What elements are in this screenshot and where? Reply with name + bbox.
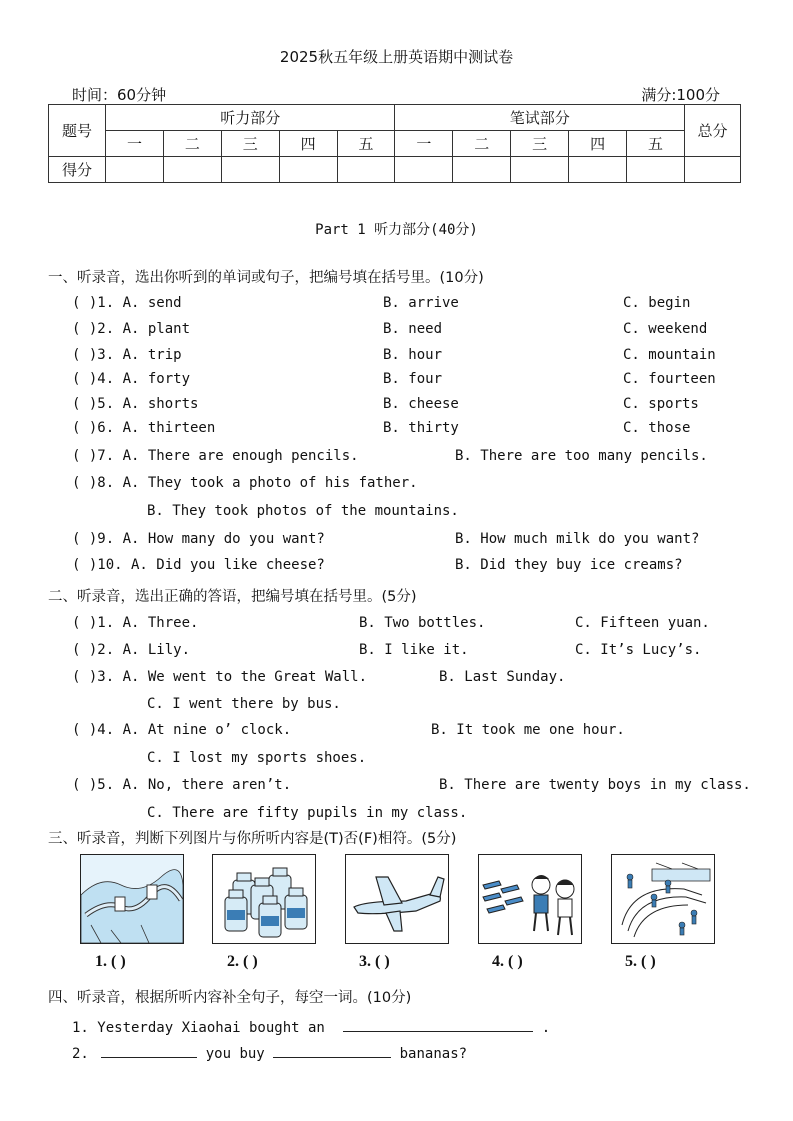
s1-q1-option-a[interactable]: ( )1. A. send xyxy=(72,295,182,311)
s4-line2-number: 2. xyxy=(72,1046,89,1062)
s1-q7-option-a[interactable]: ( )7. A. There are enough pencils. xyxy=(72,448,359,464)
s4-line1-blank[interactable] xyxy=(343,1017,533,1032)
s2-q3-option-a[interactable]: ( )3. A. We went to the Great Wall. xyxy=(72,669,368,685)
s1-q4-option-c[interactable]: C. fourteen xyxy=(623,371,716,387)
section-numeral: 四 xyxy=(279,131,337,157)
s2-q2-option-b[interactable]: B. I like it. xyxy=(359,642,469,658)
s4-line2 xyxy=(72,1043,467,1062)
question-number-label: 题号 xyxy=(49,105,106,157)
picture-5-answer[interactable]: 5. ( ) xyxy=(625,953,656,970)
s1-q10-option-a[interactable]: ( )10. A. Did you like cheese? xyxy=(72,557,325,573)
kids-pencils-icon xyxy=(479,855,581,943)
s2-q1-option-a[interactable]: ( )1. A. Three. xyxy=(72,615,199,631)
picture-3-answer[interactable]: 3. ( ) xyxy=(359,953,390,970)
exam-time: 时间：60分钟 xyxy=(72,86,167,104)
airplane-picture xyxy=(345,854,449,944)
s2-q5-option-a[interactable]: ( )5. A. No, there aren’t. xyxy=(72,777,292,793)
score-cell[interactable] xyxy=(453,157,511,183)
part1-heading: Part 1 听力部分(40分) xyxy=(315,222,478,238)
s1-q1-option-c[interactable]: C. begin xyxy=(623,295,691,311)
s2-q5-option-b[interactable]: B. There are twenty boys in my class. xyxy=(439,777,751,793)
section3-heading: 三、听录音，判断下列图片与你所听内容是(T)否(F)相符。(5分) xyxy=(48,831,457,847)
writing-header: 笔试部分 xyxy=(395,105,685,131)
s2-q3-option-c[interactable]: C. I went there by bus. xyxy=(147,696,341,712)
section4-heading: 四、听录音，根据所听内容补全句子，每空一词。(10分) xyxy=(48,990,412,1006)
s1-q9-option-a[interactable]: ( )9. A. How many do you want? xyxy=(72,531,325,547)
kids-pencils-picture xyxy=(478,854,582,944)
section-numeral: 四 xyxy=(569,131,627,157)
section-numeral: 二 xyxy=(453,131,511,157)
s4-line2-mid: you buy xyxy=(205,1046,265,1062)
score-cell[interactable] xyxy=(569,157,627,183)
picture-4-answer[interactable]: 4. ( ) xyxy=(492,953,523,970)
s4-line1 xyxy=(72,1017,550,1036)
milk-bottles-picture xyxy=(212,854,316,944)
picture-2-answer[interactable]: 2. ( ) xyxy=(227,953,258,970)
s2-q4-option-a[interactable]: ( )4. A. At nine o’ clock. xyxy=(72,722,292,738)
s4-line2-end: bananas? xyxy=(399,1046,468,1062)
score-cell[interactable] xyxy=(163,157,221,183)
score-table xyxy=(48,104,741,183)
sports-field-picture xyxy=(611,854,715,944)
page-title: 2025秋五年级上册英语期中测试卷 xyxy=(279,48,514,66)
s4-line2-blank1[interactable] xyxy=(101,1043,197,1058)
s1-q4-option-a[interactable]: ( )4. A. forty xyxy=(72,371,191,387)
section-numeral: 一 xyxy=(395,131,453,157)
section-numeral: 五 xyxy=(337,131,395,157)
score-cell[interactable] xyxy=(395,157,453,183)
picture-1-answer[interactable]: 1. ( ) xyxy=(95,953,126,970)
s2-q5-option-c[interactable]: C. There are fifty pupils in my class. xyxy=(147,805,468,821)
total-label: 总分 xyxy=(685,105,741,157)
s2-q4-option-c[interactable]: C. I lost my sports shoes. xyxy=(147,750,367,766)
s1-q6-option-c[interactable]: C. those xyxy=(623,420,691,436)
section-numeral: 三 xyxy=(511,131,569,157)
s1-q7-option-b[interactable]: B. There are too many pencils. xyxy=(455,448,708,464)
sports-field-icon xyxy=(612,855,714,943)
s1-q4-option-b[interactable]: B. four xyxy=(383,371,443,387)
section-numeral: 五 xyxy=(627,131,685,157)
s1-q5-option-c[interactable]: C. sports xyxy=(623,396,699,412)
s2-q2-option-a[interactable]: ( )2. A. Lily. xyxy=(72,642,191,658)
s2-q1-option-c[interactable]: C. Fifteen yuan. xyxy=(575,615,710,631)
s2-q2-option-c[interactable]: C. It’s Lucy’s. xyxy=(575,642,702,658)
total-score-cell[interactable] xyxy=(685,157,741,183)
s1-q8-option-a[interactable]: ( )8. A. They took a photo of his father. xyxy=(72,475,418,491)
s4-line1-period: . xyxy=(541,1020,551,1036)
section1-heading: 一、听录音，选出你听到的单词或句子，把编号填在括号里。(10分) xyxy=(48,270,484,286)
section-numeral: 一 xyxy=(106,131,164,157)
s1-q5-option-b[interactable]: B. cheese xyxy=(383,396,459,412)
s2-q1-option-b[interactable]: B. Two bottles. xyxy=(359,615,486,631)
s1-q6-option-a[interactable]: ( )6. A. thirteen xyxy=(72,420,216,436)
section2-heading: 二、听录音，选出正确的答语，把编号填在括号里。(5分) xyxy=(48,589,417,605)
s1-q2-option-a[interactable]: ( )2. A. plant xyxy=(72,321,191,337)
score-cell[interactable] xyxy=(279,157,337,183)
score-cell[interactable] xyxy=(627,157,685,183)
s1-q6-option-b[interactable]: B. thirty xyxy=(383,420,459,436)
score-cell[interactable] xyxy=(221,157,279,183)
section-numeral: 二 xyxy=(163,131,221,157)
section-numeral: 三 xyxy=(221,131,279,157)
listening-header: 听力部分 xyxy=(106,105,395,131)
s1-q9-option-b[interactable]: B. How much milk do you want? xyxy=(455,531,700,547)
great-wall-picture xyxy=(80,854,184,944)
s1-q3-option-a[interactable]: ( )3. A. trip xyxy=(72,347,182,363)
s1-q1-option-b[interactable]: B. arrive xyxy=(383,295,459,311)
score-cell[interactable] xyxy=(106,157,164,183)
score-cell[interactable] xyxy=(337,157,395,183)
s1-q2-option-b[interactable]: B. need xyxy=(383,321,443,337)
score-row-label: 得分 xyxy=(49,157,106,183)
s1-q5-option-a[interactable]: ( )5. A. shorts xyxy=(72,396,199,412)
s4-line1-text: 1. Yesterday Xiaohai bought an xyxy=(72,1020,325,1036)
s4-line2-blank2[interactable] xyxy=(273,1043,391,1058)
s1-q2-option-c[interactable]: C. weekend xyxy=(623,321,708,337)
s2-q4-option-b[interactable]: B. It took me one hour. xyxy=(431,722,625,738)
s1-q3-option-c[interactable]: C. mountain xyxy=(623,347,716,363)
s1-q10-option-b[interactable]: B. Did they buy ice creams? xyxy=(455,557,683,573)
score-cell[interactable] xyxy=(511,157,569,183)
s1-q3-option-b[interactable]: B. hour xyxy=(383,347,443,363)
milk-bottles-icon xyxy=(213,855,315,943)
s1-q8-option-b[interactable]: B. They took photos of the mountains. xyxy=(147,503,459,519)
s2-q3-option-b[interactable]: B. Last Sunday. xyxy=(439,669,566,685)
airplane-icon xyxy=(346,855,448,943)
full-score: 满分:100分 xyxy=(641,86,720,104)
great-wall-icon xyxy=(81,855,183,943)
